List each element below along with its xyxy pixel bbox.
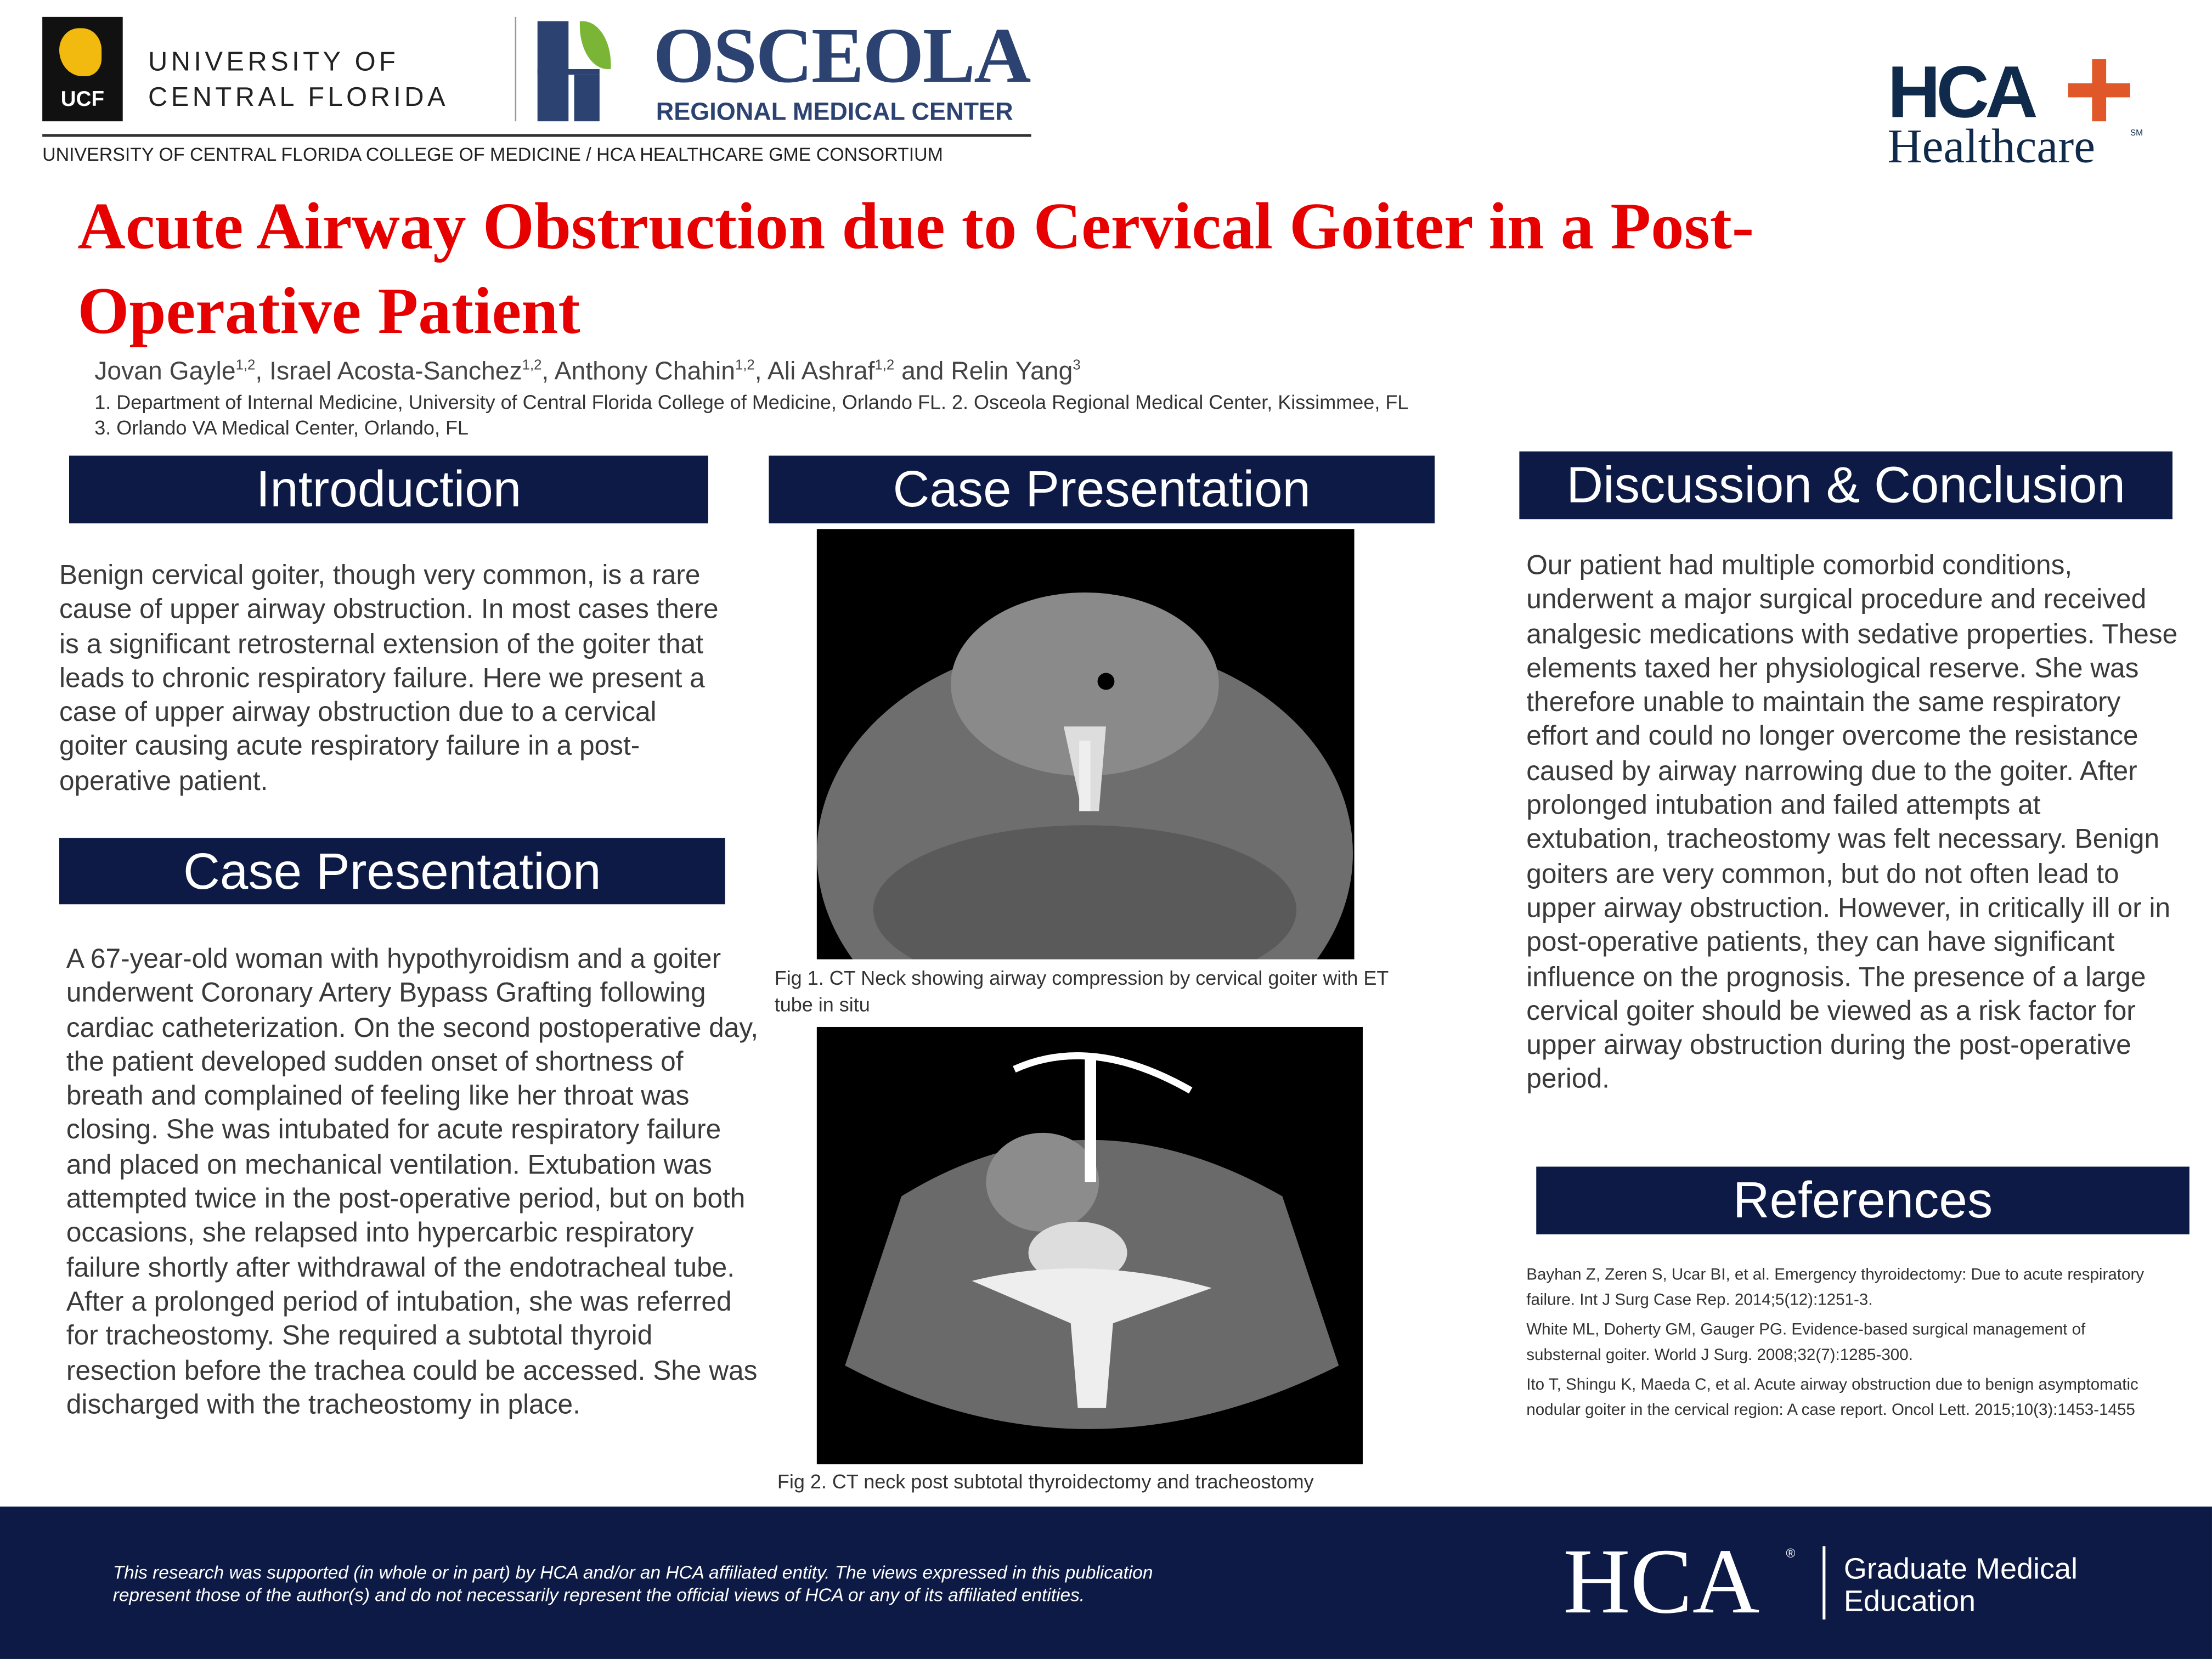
ucf-logo: [42, 17, 123, 121]
ct-image-fig1: [817, 529, 1355, 959]
ct-image-fig2: [817, 1027, 1363, 1464]
author-separator: ,: [255, 357, 270, 385]
case-presentation-text: A 67-year-old woman with hypothyroidism and a goiter underwent Coronary Artery Bypass Grafting following cardiac catheterization. On the second postoperative day, the patient developed sudden onset of shortness of breath and complained of feeling like her throat was closing. She was intubated for acute respiratory failure and placed on mechanical ventilation. Extubation was attempted twice in the post-operative period, but on both occasions, she relapsed into hypercarbic respiratory failure shortly after withdrawal of the endotracheal tube. After a prolonged period of intubation, she was referred for tracheostomy. She required a subtotal thyroid resection before the trachea could be accessed. She was discharged with the tracheostomy in place.: [66, 945, 759, 1421]
discussion-text: Our patient had multiple comorbid conditions, underwent a major surgical procedure and received analgesic medications with sedative properties. These elements taxed her physiological reserve. She was therefore unable to maintain the same respiratory effort and could no longer overcome the resistance caused by airway narrowing due to the goiter. After prolonged intubation and failed attempts at extubation, tracheostomy was felt necessary. Benign goiters are very common, but do not often lead to upper airway obstruction. However, in critically ill or in post-operative patients, they can have significant influence on the prognosis. The presence of a large cervical goiter should be viewed as a risk factor for upper airway obstruction during the post-operative period.: [1526, 551, 2178, 1096]
footer-disclaimer: This research was supported (in whole or in part) by HCA and/or an HCA affiliated entity. The views expressed in this publication represent those of the author(s) and do not necessarily represent the official views of HCA or any of its affiliated entities.: [112, 1561, 1153, 1606]
affiliation-2: 3. Orlando VA Medical Center, Orlando, FL: [94, 416, 469, 439]
reference-item: Bayhan Z, Zeren S, Ucar BI, et al. Emergency thyroidectomy: Due to acute respiratory failure. Int J Surg Case Rep. 2014;5(12):1251-3.: [1526, 1267, 2145, 1310]
hca-cross-icon: [2068, 59, 2130, 121]
affiliation-1: 1. Department of Internal Medicine, University of Central Florida College of Medicine, Orlando FL. 2. Osceola Regional Medical Center, Kissimmee, FL: [94, 391, 1409, 414]
reference-item: White ML, Doherty GM, Gauger PG. Evidence-based surgical management of substernal goiter. World J Surg. 2008;32(7):1285-300.: [1526, 1322, 2086, 1364]
reference-item: Ito T, Shingu K, Maeda C, et al. Acute airway obstruction due to benign asymptomatic nodular goiter in the cervical region: A case report. Oncol Lett. 2015;10(3):1453-1455: [1526, 1376, 2138, 1419]
header-rule: [42, 134, 1031, 137]
author-affiliation-sup: 1,2: [874, 358, 895, 374]
discussion-heading: Discussion & Conclusion: [1519, 452, 2172, 519]
ucf-line1: UNIVERSITY OF: [148, 48, 399, 78]
footer-logo-divider: [1822, 1546, 1825, 1620]
author-name: Ali Ashraf: [767, 357, 875, 385]
author-affiliation-sup: 1,2: [235, 358, 256, 374]
case-presentation-heading-left: Case Presentation: [59, 838, 725, 904]
author-name: Anthony Chahin: [554, 357, 735, 385]
author-list: [94, 357, 1080, 387]
author-name: Israel Acosta-Sanchez: [269, 357, 522, 385]
author-separator: ,: [541, 357, 555, 385]
author-affiliation-sup: 3: [1073, 358, 1081, 374]
ucf-line2: CENTRAL FLORIDA: [148, 83, 449, 113]
title-line1: Acute Airway Obstruction due to Cervical Goiter in a Post-: [77, 190, 1754, 264]
author-affiliation-sup: 1,2: [522, 358, 542, 374]
fig1-caption: Fig 1. CT Neck showing airway compression by cervical goiter with ET tube in situ: [774, 966, 1389, 1016]
footer: This research was supported (in whole or in part) by HCA and/or an HCA affiliated entity. The views expressed in this publication represent those of the author(s) and do not necessarily represent the official views of HCA or any of its affiliated entities. HCA ® Graduate Medical Education: [0, 1506, 2212, 1659]
footer-hca-logo: HCA: [1563, 1530, 1760, 1634]
introduction-text: Benign cervical goiter, though very common, is a rare cause of upper airway obstruction. In most cases there is a significant retrosternal extension of the goiter that leads to chronic respiratory failure. Here we present a case of upper airway obstruction due to a cervical goiter causing acute respiratory failure in a post-operative patient.: [59, 561, 719, 797]
gme-label: Graduate Medical Education: [1843, 1553, 2078, 1618]
ucf-badge-text: UCF: [60, 87, 105, 112]
references-heading: References: [1536, 1167, 2190, 1234]
author-affiliation-sup: 1,2: [735, 358, 755, 374]
fig2-caption: Fig 2. CT neck post subtotal thyroidectomy and tracheostomy: [777, 1470, 1314, 1493]
author-name: Jovan Gayle: [94, 357, 236, 385]
author-separator: and: [894, 357, 951, 385]
title-line2: Operative Patient: [77, 275, 580, 349]
consortium-text: UNIVERSITY OF CENTRAL FLORIDA COLLEGE OF MEDICINE / HCA HEALTHCARE GME CONSORTIUM: [42, 144, 943, 165]
pegasus-icon: [59, 28, 101, 76]
hca-healthcare-logo: HCA Healthcare SM: [1887, 52, 2143, 174]
author-separator: ,: [754, 357, 768, 385]
poster-title: [77, 185, 1754, 354]
logo-divider: [515, 17, 517, 121]
references-list: [1526, 1262, 2161, 1427]
introduction-heading: Introduction: [69, 456, 708, 523]
case-presentation-heading-middle: Case Presentation: [769, 456, 1435, 523]
osceola-name: OSCEOLA: [653, 13, 1030, 100]
osceola-icon: [538, 21, 651, 122]
osceola-subtitle: REGIONAL MEDICAL CENTER: [656, 97, 1013, 126]
author-name: Relin Yang: [951, 357, 1073, 385]
